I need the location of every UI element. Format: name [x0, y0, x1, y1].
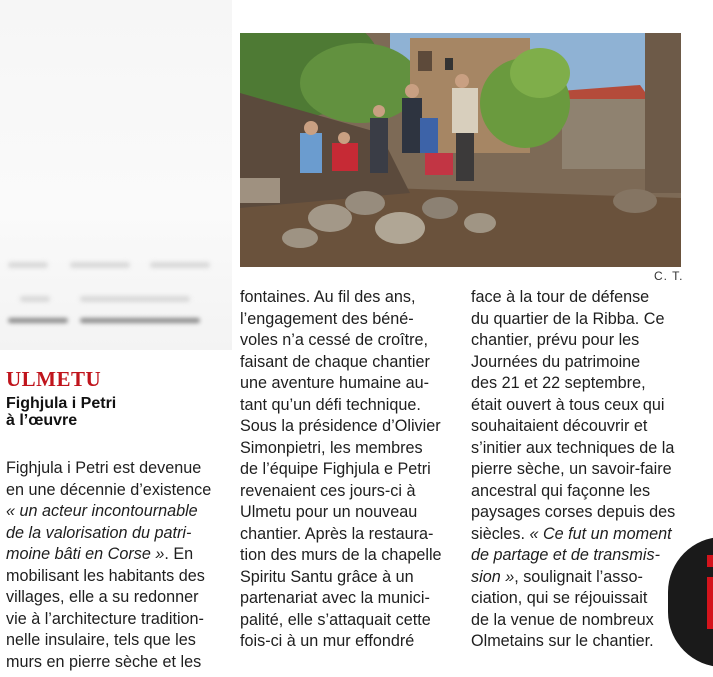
text-line: chantier, prévu pour les — [471, 331, 640, 349]
text-line: de l’équipe Fighjula e Petri — [240, 460, 431, 478]
headline-line: à l’œuvre — [6, 412, 78, 429]
text-line: s’initier aux techniques de la — [471, 438, 675, 457]
text-line: mobilisant les habitants des — [6, 566, 205, 585]
text-line: l’engagement des béné- — [240, 309, 414, 328]
quote-text: de partage et de transmis- — [471, 546, 660, 564]
text-line: tant qu’un défi technique. — [240, 395, 421, 414]
text-line: voles n’a cessé de croître, — [240, 331, 429, 349]
text-line: faisant de chaque chantier — [240, 352, 430, 371]
blurred-text — [80, 318, 200, 323]
text-line — [6, 501, 228, 523]
text-line: du quartier de la Ribba. Ce — [471, 309, 665, 328]
text-line: tion des murs de la chapelle — [240, 546, 442, 564]
quote-text: sion » — [471, 567, 515, 586]
info-dot — [707, 555, 713, 567]
text-line: palité, elle s’attaquait cette — [240, 610, 431, 629]
text-line: Sous la présidence d’Olivier — [240, 417, 441, 435]
text-line: Spiritu Santu grâce à un — [240, 567, 414, 586]
text-line — [471, 545, 707, 567]
text-line: Simonpietri, les membres — [240, 438, 423, 457]
blurred-text — [8, 262, 48, 268]
quote-text: « Ce fut un moment — [529, 524, 672, 543]
text-line: de la venue de nombreux — [471, 610, 654, 629]
text-line: sion », soulignait l’asso- — [471, 567, 643, 586]
text-line: nelle insulaire, tels que les — [6, 631, 196, 649]
article-column-2 — [240, 287, 450, 653]
text-line: fontaines. Au fil des ans, — [240, 288, 416, 306]
blurred-text — [150, 262, 210, 268]
text-line: murs en pierre sèche et les — [6, 652, 202, 671]
article-photo — [240, 33, 681, 267]
text-line: Olmetains sur le chantier. — [471, 632, 654, 650]
text-line: ciation, qui se réjouissait — [471, 589, 648, 607]
text-line: en une décennie d’existence — [6, 480, 212, 499]
text-line: siècles. « Ce fut un moment — [471, 524, 672, 543]
text-line: ancestral qui façonne les — [471, 481, 651, 500]
blurred-text — [70, 262, 130, 268]
text-line: chantier. Après la restaura- — [240, 524, 434, 543]
text-line: souhaitaient découvrir et — [471, 417, 648, 435]
article-photo-illustration — [240, 33, 681, 267]
text-line: partenariat avec la munici- — [240, 589, 430, 607]
text-line: paysages corses depuis des — [471, 503, 676, 521]
text-line: Ulmetu pour un nouveau — [240, 503, 418, 521]
info-bar — [707, 577, 713, 629]
text-line: vie à l’architecture tradition- — [6, 609, 204, 628]
text-line: pierre sèche, un savoir-faire — [471, 460, 672, 478]
text-line: moine bâti en Corse ». En — [6, 545, 194, 563]
blurred-text — [80, 296, 190, 302]
article-column-1 — [6, 458, 228, 673]
text-line: Journées du patrimoine — [471, 352, 641, 371]
text-line: villages, elle a su redonner — [6, 588, 199, 606]
text-line: revenaient ces jours-ci à — [240, 481, 416, 500]
text-line: était ouvert à tous ceux qui — [471, 395, 665, 414]
text-line: Fighjula i Petri est devenue — [6, 459, 202, 477]
text-line: une aventure humaine au- — [240, 374, 429, 392]
quote-text: de la valorisation du patri- — [6, 523, 192, 542]
text-line: fois-ci à un mur effondré — [240, 632, 415, 650]
article-kicker: ULMETU — [6, 367, 102, 391]
quote-text: moine bâti en Corse » — [6, 545, 165, 563]
headline-line: Fighjula i Petri — [6, 395, 117, 412]
article-headline — [6, 395, 226, 429]
blurred-text — [20, 296, 50, 302]
blurred-text — [8, 318, 68, 323]
quote-text: « un acteur incontournable — [6, 502, 198, 520]
text-line: face à la tour de défense — [471, 288, 650, 306]
text-line — [6, 523, 228, 545]
photo-credit: C. T. — [654, 269, 684, 283]
text-line: des 21 et 22 septembre, — [471, 374, 646, 392]
blurred-neighbor-column — [0, 0, 232, 350]
